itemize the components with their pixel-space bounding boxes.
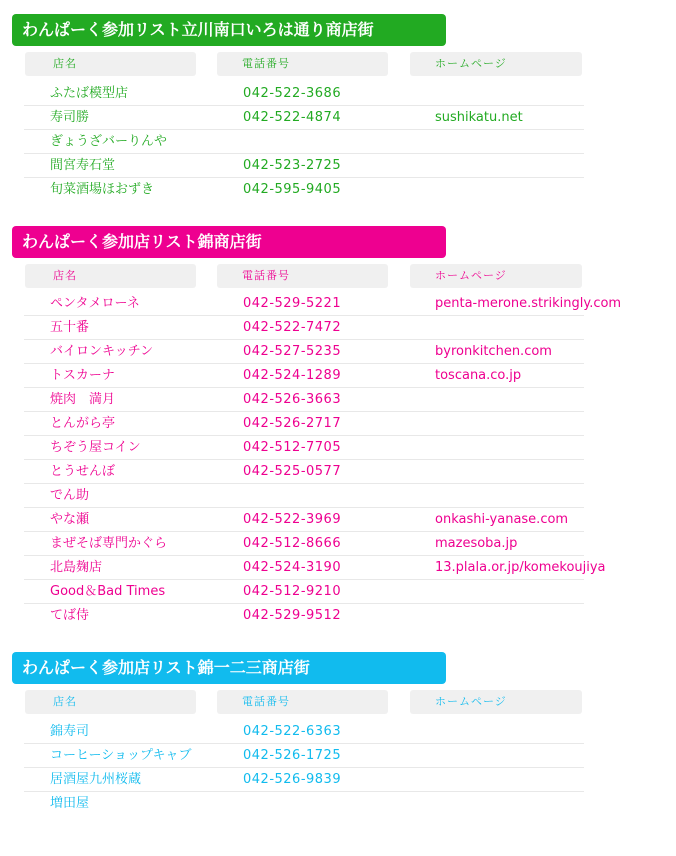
shop-name: 五十番 [50,320,90,335]
column-header-url: ホームページ [410,52,582,76]
shop-name: コーヒーショップキャブ [50,748,192,763]
shop-list-section-iroha [0,14,676,204]
shop-table [24,292,622,628]
shop-name: てば侍 [50,608,90,623]
shop-tel: 042-512-7705 [243,440,342,455]
shop-name: やな瀬 [50,512,90,527]
shop-name: 居酒屋九州桜蔵 [50,772,142,787]
section-title-prefix: わんぱーく参加店リスト錦 [22,658,214,677]
table-row [24,532,584,556]
shop-name: ふたば模型店 [50,86,129,101]
ruby-base: 一二三 [213,658,262,677]
shop-url-link[interactable]: 13.plala.or.jp/komekoujiya [435,560,606,575]
shop-tel: 042-525-0577 [243,464,342,479]
table-row [24,792,584,816]
shop-tel: 042-522-4874 [243,110,342,125]
column-header-name: 店名 [25,690,196,714]
section-title-banner: わんぱーく参加店リスト錦商店街 [12,226,446,258]
table-row [24,364,584,388]
shop-name: 旬菜酒場ほおずき [50,182,155,197]
table-row [24,556,606,580]
table-row [24,82,584,106]
shop-tel: 042-522-3969 [243,512,342,527]
table-row [24,508,584,532]
table-row [24,106,584,130]
column-header-tel: 電話番号 [217,264,388,288]
column-header-tel: 電話番号 [217,690,388,714]
table-row [24,484,584,508]
table-row [24,744,584,768]
shop-name: とんがら亭 [50,416,116,431]
shop-tel: 042-526-1725 [243,748,342,763]
shop-list-section-nishiki [0,226,676,636]
shop-name: 錦寿司 [50,724,90,739]
shop-list-section-hifumi [0,643,676,822]
shop-name: 焼肉 満月 [50,392,116,407]
shop-name: 寿司勝 [50,110,90,125]
shop-url-link[interactable]: onkashi-yanase.com [435,512,569,527]
table-row [24,178,584,202]
table-row [24,130,584,154]
table-row [24,460,584,484]
shop-table [24,720,584,816]
shop-tel: 042-524-1289 [243,368,342,383]
shop-name: Good＆Bad Times [50,584,166,599]
shop-name: まぜそば専門かぐら [50,536,168,551]
shop-tel: 042-526-2717 [243,416,342,431]
shop-tel: 042-522-7472 [243,320,342,335]
table-row [24,316,584,340]
shop-table [24,82,584,202]
shop-tel: 042-527-5235 [243,344,342,359]
table-row [24,388,584,412]
shop-url-link[interactable]: byronkitchen.com [435,344,552,359]
shop-url-link[interactable]: sushikatu.net [435,110,523,125]
ruby-reading: ひふみ [213,643,247,651]
shop-tel: 042-512-9210 [243,584,342,599]
section-title-banner [12,643,446,684]
shop-tel: 042-595-9405 [243,182,342,197]
shop-name: 増田屋 [50,796,90,811]
shop-name: バイロンキッチン [50,344,154,359]
column-header-tel: 電話番号 [217,52,388,76]
shop-tel: 042-526-3663 [243,392,342,407]
shop-tel: 042-522-6363 [243,724,342,739]
shop-url-link[interactable]: penta-merone.strikingly.com [435,296,622,311]
shop-name: とうせんぼ [50,464,116,479]
shop-tel: 042-524-3190 [243,560,342,575]
section-title-ruby [213,643,262,684]
table-row [24,412,584,436]
shop-name: トスカーナ [50,368,115,383]
section-title-banner: わんぱーく参加リスト立川南口いろは通り商店街 [12,14,446,46]
column-header-url: ホームページ [410,264,582,288]
table-row [24,154,584,178]
table-row [24,720,584,744]
shop-tel: 042-529-5221 [243,296,342,311]
shop-name: ぎょうざバーりんや [50,134,168,149]
column-header-name: 店名 [25,264,196,288]
shop-tel: 042-526-9839 [243,772,342,787]
shop-url-link[interactable]: mazesoba.jp [435,536,518,551]
column-header-name: 店名 [25,52,196,76]
shop-url-link[interactable]: toscana.co.jp [435,368,522,383]
table-row [24,436,584,460]
shop-tel: 042-529-9512 [243,608,342,623]
shop-name: ちぞう屋コイン [50,440,141,455]
table-row [24,580,584,604]
table-row [24,340,584,364]
shop-tel: 042-512-8666 [243,536,342,551]
table-row [24,768,584,792]
shop-name: でん助 [50,488,90,503]
shop-name: ペンタメローネ [50,296,140,311]
shop-tel: 042-523-2725 [243,158,342,173]
section-title-suffix: 商店街 [261,658,310,677]
shop-tel: 042-522-3686 [243,86,342,101]
column-header-url: ホームページ [410,690,582,714]
shop-name: 北島麹店 [50,560,103,575]
table-row [24,604,584,628]
shop-name: 間宮寿石堂 [50,158,116,173]
table-row [24,292,622,316]
